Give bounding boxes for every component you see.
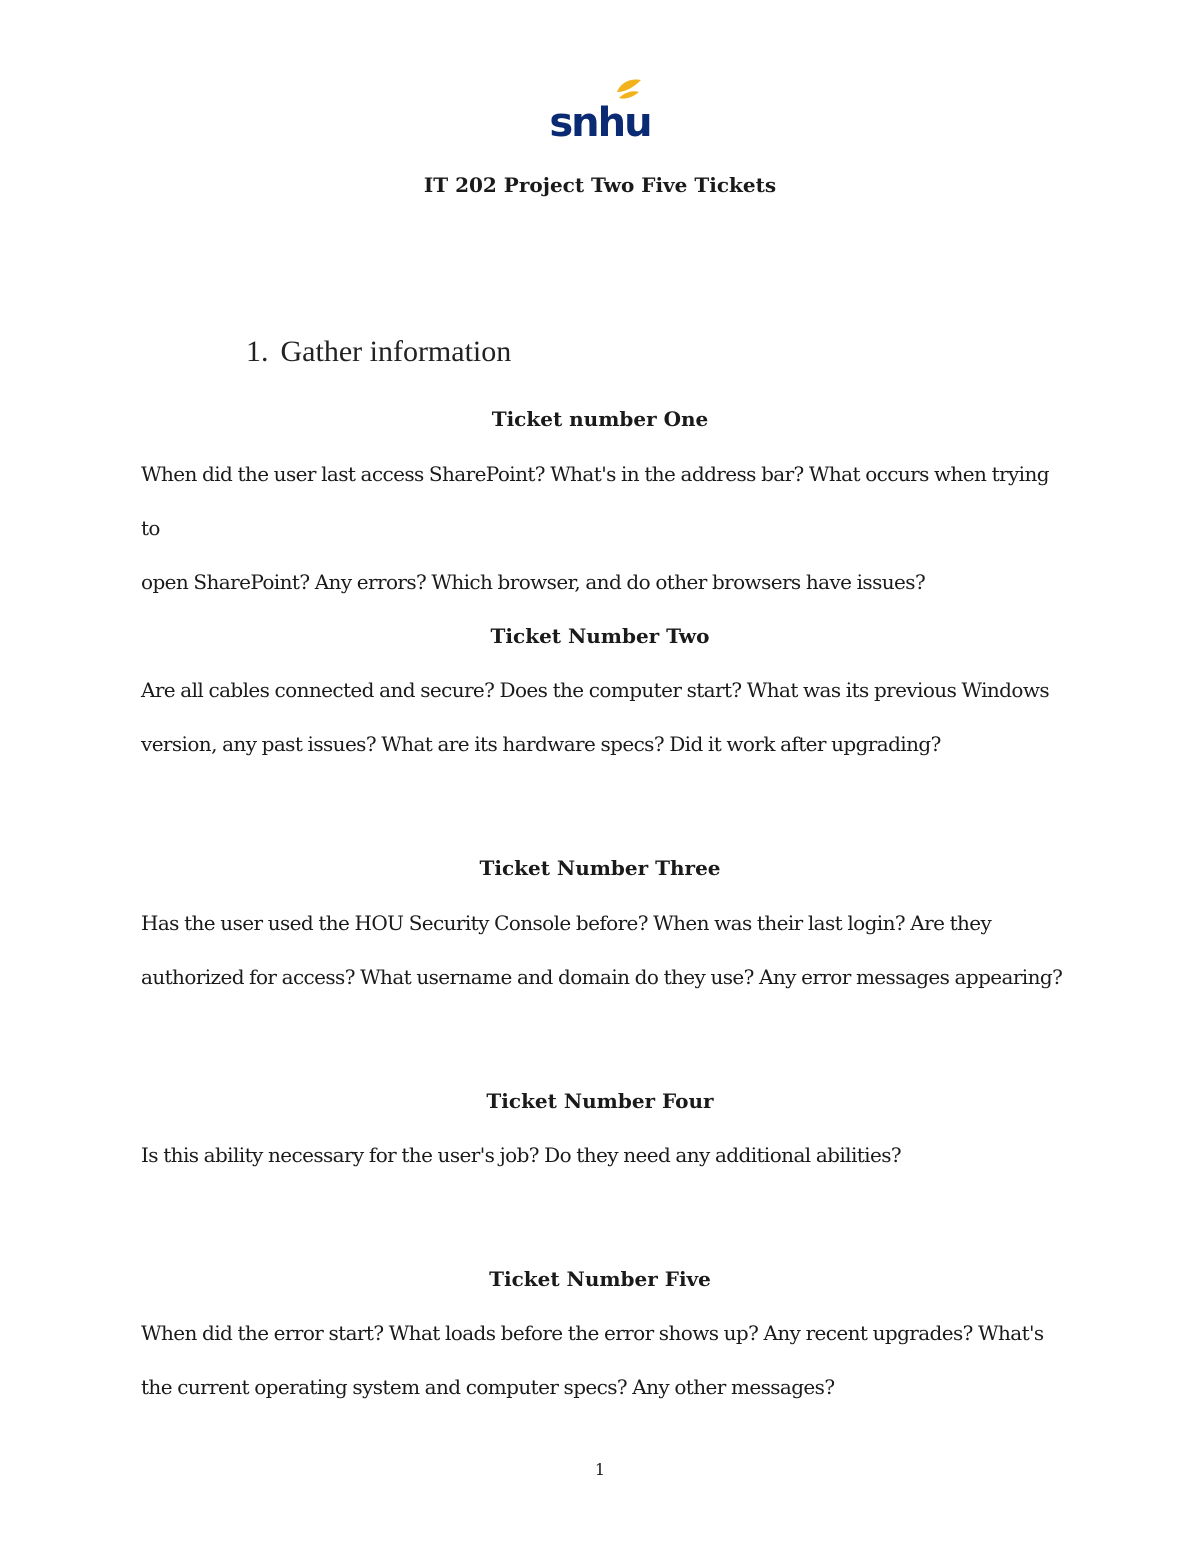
logo-leaf-icon xyxy=(617,80,641,93)
snhu-logo-mark xyxy=(549,78,651,146)
logo-leaf-small-icon xyxy=(619,91,639,98)
ticket-1-title: Ticket number One xyxy=(491,407,709,431)
ticket-3-body xyxy=(141,896,1071,1004)
logo-wordmark: snhu xyxy=(549,100,651,146)
ticket-4-line-1: Is this ability necessary for the user's job? Do they need any additional abilities? xyxy=(141,1143,901,1167)
page-number: 1 xyxy=(594,1460,606,1479)
ticket-4-title: Ticket Number Four xyxy=(486,1089,714,1113)
ticket-1-line-2: open SharePoint? Any errors? Which browser, and do other browsers have issues? xyxy=(141,570,926,594)
ticket-1-body xyxy=(141,447,1071,609)
section-number: 1. xyxy=(246,335,269,368)
ticket-5-line-2: the current operating system and computer specs? Any other messages? xyxy=(141,1375,835,1399)
ticket-4-body xyxy=(141,1128,1071,1182)
snhu-logo xyxy=(549,78,651,146)
ticket-5-title: Ticket Number Five xyxy=(489,1267,711,1291)
ticket-3-title: Ticket Number Three xyxy=(479,856,721,880)
ticket-5-line-1: When did the error start? What loads before the error shows up? Any recent upgrades? What's xyxy=(141,1321,1044,1345)
section-heading xyxy=(246,334,511,370)
ticket-5-body xyxy=(141,1306,1071,1414)
document-title: IT 202 Project Two Five Tickets xyxy=(423,173,777,197)
ticket-2-body xyxy=(141,663,1071,771)
ticket-3-line-2: authorized for access? What username and domain do they use? Any error messages appearing? xyxy=(141,965,1063,989)
section-heading-text: Gather information xyxy=(280,335,512,368)
ticket-3-line-1: Has the user used the HOU Security Console before? When was their last login? Are they xyxy=(141,911,992,935)
ticket-2-line-1: Are all cables connected and secure? Does the computer start? What was its previous Windows xyxy=(141,678,1050,702)
ticket-1-line-1: When did the user last access SharePoint? What's in the address bar? What occurs when trying to xyxy=(141,462,1049,540)
ticket-2-line-2: version, any past issues? What are its hardware specs? Did it work after upgrading? xyxy=(141,732,941,756)
ticket-2-title: Ticket Number Two xyxy=(490,624,710,648)
